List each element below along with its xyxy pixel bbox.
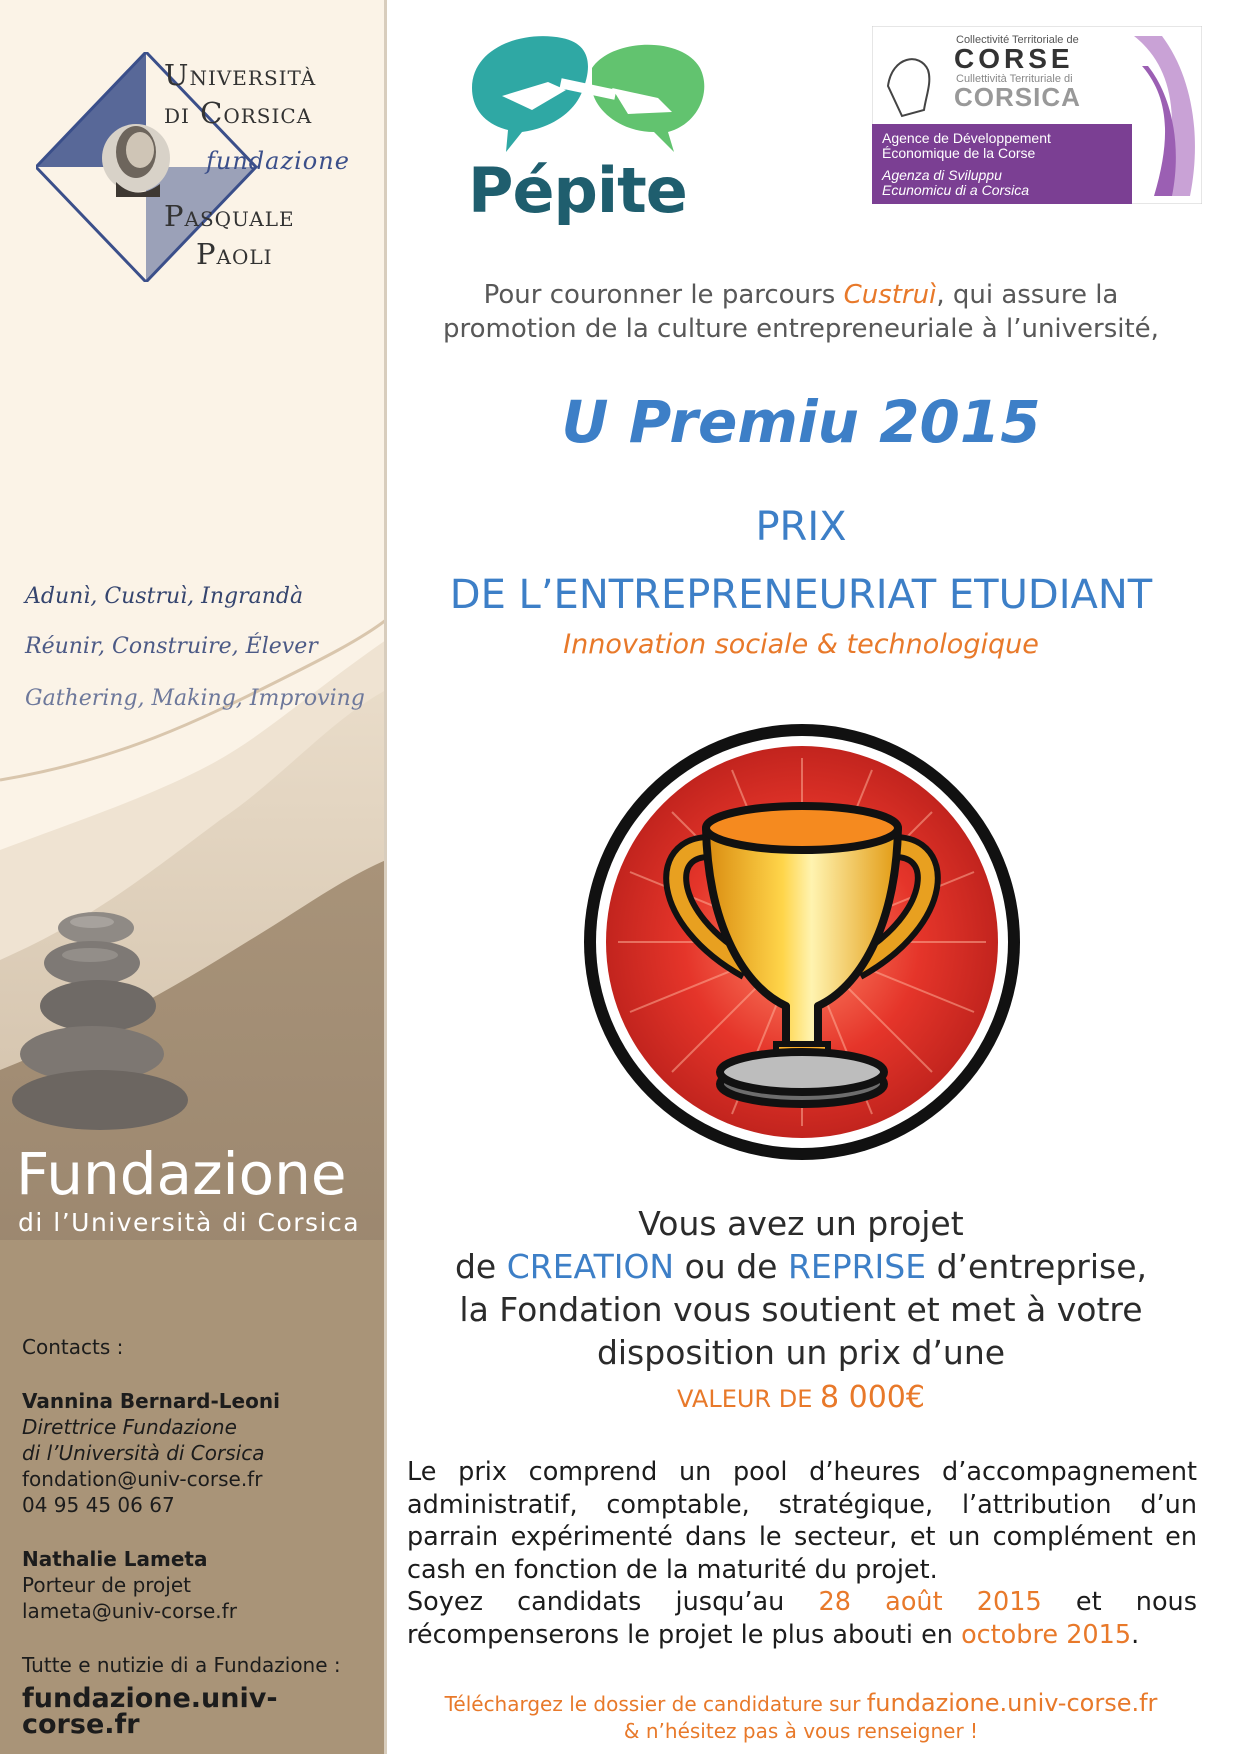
collectivite-corse-logo [872,26,1202,204]
contact-role: Porteur de projet [22,1573,191,1597]
logo-line-universita: Università [164,58,317,92]
intro-line2: promotion de la culture entrepreneuriale à l’université, [443,314,1159,344]
footer-url-link[interactable]: fundazione.univ-corse.fr [866,1689,1158,1717]
premiu-title: U Premiu 2015 [561,388,1041,456]
motto-french: Réunir, Construire, Élever [25,634,318,659]
cta-reprise: REPRISE [787,1247,927,1286]
pepite-wordmark: Pépite [468,154,687,227]
deadline-end: . [1131,1619,1140,1650]
corse-logo-line8: Ecunomicu di a Corsica [882,182,1030,198]
fundazione-title: Fundazione [16,1140,347,1208]
prize-description [407,1456,1197,1651]
trophy-icon [578,718,1026,1166]
motto-corsican: Adunì, Custruì, Ingrandà [25,584,304,609]
intro-part1: Pour couronner le parcours [483,280,844,310]
cta-line3: la Fondation vous soutient et met à votre [459,1290,1143,1329]
contact-role: Direttrice Fundazione [22,1415,237,1439]
intro-text [402,278,1200,346]
download-footer [402,1690,1200,1745]
corse-logo-line1: Collectivité Territoriale de [956,34,1079,46]
prize-value-label: VALEUR DE [677,1385,820,1413]
prix-heading: PRIX [755,504,847,550]
sidebar [0,0,386,1754]
contacts-heading: Contacts : [22,1335,124,1359]
contacts-block [22,1334,372,1738]
prix-subheading: DE L’ENTREPRENEURIAT ETUDIANT [449,572,1153,618]
logo-line-paoli: Paoli [196,237,273,271]
cta-de: de [454,1247,507,1286]
logo-line-di-corsica: di Corsica [164,96,313,130]
intro-highlight-custrui: Custruì [843,280,937,310]
contact-email[interactable]: lameta@univ-corse.fr [22,1599,237,1623]
contact-name: Vannina Bernard-Leoni [22,1389,280,1413]
cta-line4: disposition un prix d’une [596,1333,1006,1372]
cta-entreprise: d’entreprise, [926,1247,1147,1286]
contact-name: Nathalie Lameta [22,1547,208,1571]
deadline-middle: et nous récompenserons le projet le plus abouti en [407,1587,1198,1650]
deadline-intro: Soyez candidats jusqu’au [407,1587,819,1617]
award-month: octobre 2015 [961,1619,1132,1650]
cta-ou-de: ou de [674,1247,788,1286]
logo-line-pasquale: Pasquale [164,199,295,233]
sidebar-divider [384,0,387,1754]
news-url-link[interactable]: fundazione.univ-corse.fr [22,1683,278,1740]
footer-line2: & n’hésitez pas à vous renseigner ! [623,1719,979,1743]
logo-line-fundazione: fundazione [206,147,350,175]
contact-email[interactable]: fondation@univ-corse.fr [22,1467,263,1491]
corse-logo-line3: Cullettività Territuriale di [956,73,1073,85]
deadline-date: 28 août 2015 [818,1587,1042,1617]
intro-part2: , qui assure la [936,280,1119,310]
corse-logo-line5: Agence de Développement [882,130,1051,146]
corse-logo-line2: CORSE [954,43,1074,74]
corse-logo-line4: CORSICA [954,82,1081,112]
prize-value-amount: 8 000€ [820,1380,925,1415]
contact-role: di l’Università di Corsica [22,1441,265,1465]
motto-english: Gathering, Making, Improving [25,686,365,711]
corse-logo-line7: Agenza di Sviluppu [882,167,1002,183]
fundazione-subtitle: di l’Università di Corsica [18,1208,361,1237]
prize-description-part1: Le prix comprend un pool d’heures d’accompagnement administratif, comptable, stratégique, l’attribution d’un parrain expérimenté dans le secteur, et un complément en cash en fonction de la maturité du projet. [407,1457,1197,1585]
cta-line1: Vous avez un projet [638,1204,964,1243]
footer-text: Téléchargez le dossier de candidature sur [444,1692,867,1716]
contact-phone: 04 95 45 06 67 [22,1493,175,1517]
corse-logo-line6: Économique de la Corse [882,145,1036,161]
call-to-action-text [402,1202,1200,1374]
news-label: Tutte e nutizie di a Fundazione : [22,1653,341,1677]
cta-creation: CREATION [506,1247,675,1286]
innovation-tagline: Innovation sociale & technologique [563,629,1039,660]
prize-value [402,1380,1200,1415]
